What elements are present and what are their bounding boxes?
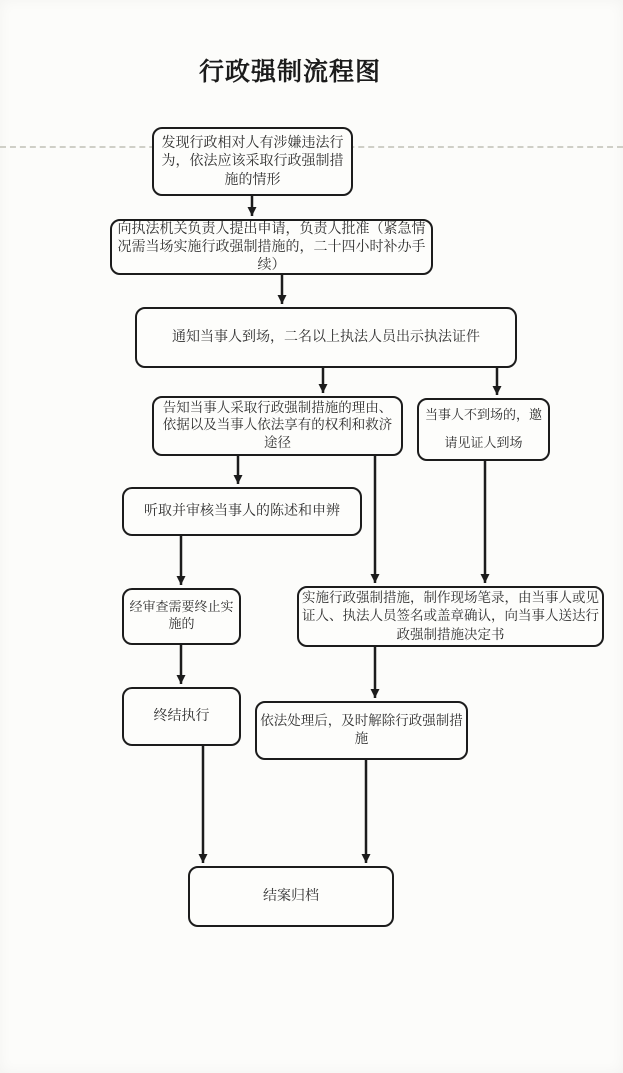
flow-node-notify-party: 通知当事人到场，二名以上执法人员出示执法证件 bbox=[135, 307, 517, 368]
flow-node-invite-witness: 当事人不到场的，邀请见证人到场 bbox=[417, 398, 550, 461]
flow-node-inform-reasons: 告知当事人采取行政强制措施的理由、依据以及当事人依法享有的权利和救济途径 bbox=[152, 396, 403, 456]
flow-node-hear-statement: 听取并审核当事人的陈述和申辨 bbox=[122, 487, 362, 536]
flow-node-implement-measures: 实施行政强制措施，制作现场笔录，由当事人或见证人、执法人员签名或盖章确认，向当事人送达行政强制措施决定书 bbox=[297, 586, 604, 647]
flow-node-start-condition: 发现行政相对人有涉嫌违法行为，依法应该采取行政强制措施的情形 bbox=[152, 127, 353, 196]
flow-node-apply-approval: 向执法机关负责人提出申请，负责人批准（紧急情况需当场实施行政强制措施的，二十四小时补办手续） bbox=[110, 219, 433, 275]
flow-node-close-case: 结案归档 bbox=[188, 866, 394, 927]
flow-node-terminate-review: 经审查需要终止实施的 bbox=[122, 588, 241, 645]
flow-node-lift-measures: 依法处理后，及时解除行政强制措施 bbox=[255, 701, 468, 760]
flow-node-end-execution: 终结执行 bbox=[122, 687, 241, 746]
page-title: 行政强制流程图 bbox=[198, 57, 381, 86]
